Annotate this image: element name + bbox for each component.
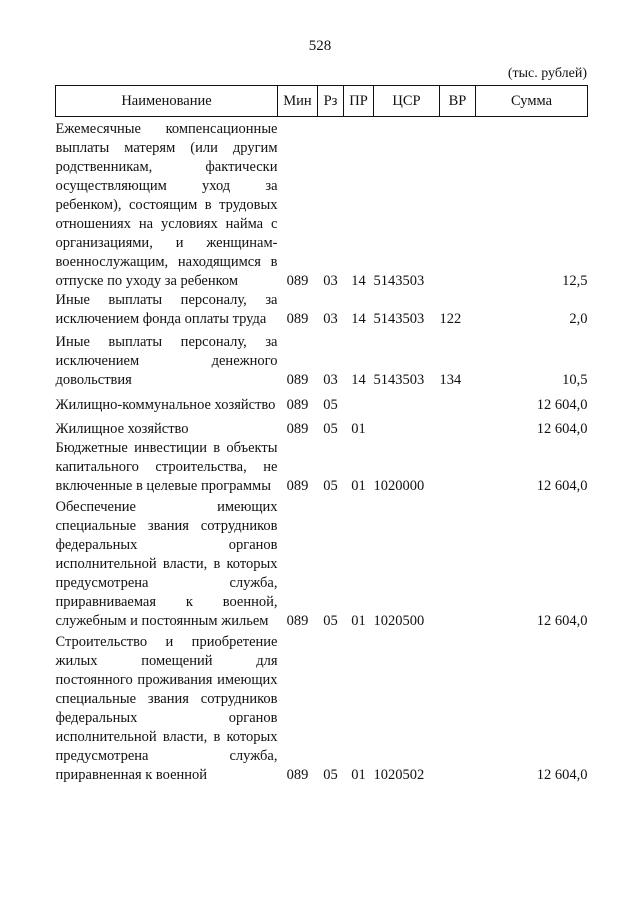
row-min: 089 bbox=[286, 613, 309, 629]
row-name: Бюджетные инвестиции в объекты капитального строительства, не включенные в целевые программы bbox=[55, 440, 278, 494]
row-name: Иные выплаты персоналу, за исключением фонда оплаты труда bbox=[55, 292, 278, 327]
row-min: 089 bbox=[286, 478, 309, 494]
row-vr: 122 bbox=[439, 311, 462, 327]
table-row bbox=[56, 291, 588, 329]
row-rz: 03 bbox=[323, 311, 338, 327]
row-csr bbox=[374, 390, 440, 415]
row-sum: 10,5 bbox=[562, 372, 588, 388]
header-rz: Рз bbox=[318, 86, 344, 117]
row-pr: 14 bbox=[351, 311, 366, 327]
row-sum: 2,0 bbox=[569, 311, 588, 327]
row-rz: 05 bbox=[323, 478, 338, 494]
row-pr bbox=[344, 390, 374, 415]
row-pr: 01 bbox=[351, 478, 366, 494]
row-name: Ежемесячные компенсационные выплаты матерям (или другим родственникам, фактически осуществляющим уход за ребенком), состоящим в трудовых отношениях на условиях найма с организациями, и женщинам-военнослужащим, находящимся в отпуске по уходу за ребенком bbox=[55, 121, 278, 289]
row-vr bbox=[440, 439, 476, 496]
row-rz: 05 bbox=[323, 767, 338, 783]
row-vr: 134 bbox=[439, 372, 462, 388]
units-label: (тыс. рублей) bbox=[507, 66, 587, 81]
row-min: 089 bbox=[286, 273, 309, 289]
row-vr bbox=[440, 496, 476, 631]
row-sum: 12 604,0 bbox=[536, 421, 588, 437]
row-rz: 03 bbox=[323, 273, 338, 289]
row-vr bbox=[440, 631, 476, 785]
header-min: Мин bbox=[278, 86, 318, 117]
row-vr bbox=[440, 117, 476, 292]
header-pr: ПР bbox=[344, 86, 374, 117]
row-csr: 5143503 bbox=[373, 311, 425, 327]
table-row bbox=[56, 390, 588, 415]
table-row bbox=[56, 631, 588, 785]
row-pr: 01 bbox=[351, 421, 366, 437]
row-rz: 05 bbox=[323, 421, 338, 437]
table-row bbox=[56, 439, 588, 496]
row-pr: 14 bbox=[351, 372, 366, 388]
row-csr bbox=[374, 415, 440, 439]
row-sum: 12 604,0 bbox=[536, 397, 588, 413]
row-csr: 1020000 bbox=[373, 478, 425, 494]
row-name: Жилищно-коммунальное хозяйство bbox=[55, 397, 276, 413]
header-csr: ЦСР bbox=[374, 86, 440, 117]
table-row bbox=[56, 415, 588, 439]
row-pr: 01 bbox=[351, 767, 366, 783]
row-vr bbox=[440, 415, 476, 439]
row-min: 089 bbox=[286, 311, 309, 327]
table-row bbox=[56, 329, 588, 390]
row-name: Иные выплаты персоналу, за исключением денежного довольствия bbox=[55, 334, 278, 388]
row-csr: 5143503 bbox=[373, 372, 425, 388]
row-name: Жилищное хозяйство bbox=[55, 421, 189, 437]
row-name: Строительство и приобретение жилых помещений для постоянного проживания имеющих специальные звания сотрудников федеральных органов исполнительной власти, в которых предусмотрена служба, приравненная к военной bbox=[55, 634, 278, 783]
row-csr: 1020500 bbox=[373, 613, 425, 629]
row-min: 089 bbox=[286, 767, 309, 783]
row-rz: 05 bbox=[323, 397, 338, 413]
budget-table bbox=[55, 85, 588, 785]
row-rz: 05 bbox=[323, 613, 338, 629]
row-sum: 12,5 bbox=[562, 273, 588, 289]
table-row bbox=[56, 117, 588, 292]
row-pr: 01 bbox=[351, 613, 366, 629]
row-sum: 12 604,0 bbox=[536, 767, 588, 783]
table-header-row bbox=[56, 86, 588, 117]
page-number: 528 bbox=[308, 38, 332, 54]
row-min: 089 bbox=[286, 421, 309, 437]
row-csr: 1020502 bbox=[373, 767, 425, 783]
row-min: 089 bbox=[286, 397, 309, 413]
row-pr: 14 bbox=[351, 273, 366, 289]
row-min: 089 bbox=[286, 372, 309, 388]
row-rz: 03 bbox=[323, 372, 338, 388]
row-sum: 12 604,0 bbox=[536, 478, 588, 494]
row-name: Обеспечение имеющих специальные звания сотрудников федеральных органов исполнительной власти, в которых предусмотрена служба, приравниваемая к военной, служебным и постоянным жильем bbox=[55, 499, 278, 629]
header-name: Наименование bbox=[56, 86, 278, 117]
row-csr: 5143503 bbox=[373, 273, 425, 289]
row-vr bbox=[440, 390, 476, 415]
header-sum: Сумма bbox=[476, 86, 588, 117]
row-sum: 12 604,0 bbox=[536, 613, 588, 629]
header-vr: ВР bbox=[440, 86, 476, 117]
table-row bbox=[56, 496, 588, 631]
